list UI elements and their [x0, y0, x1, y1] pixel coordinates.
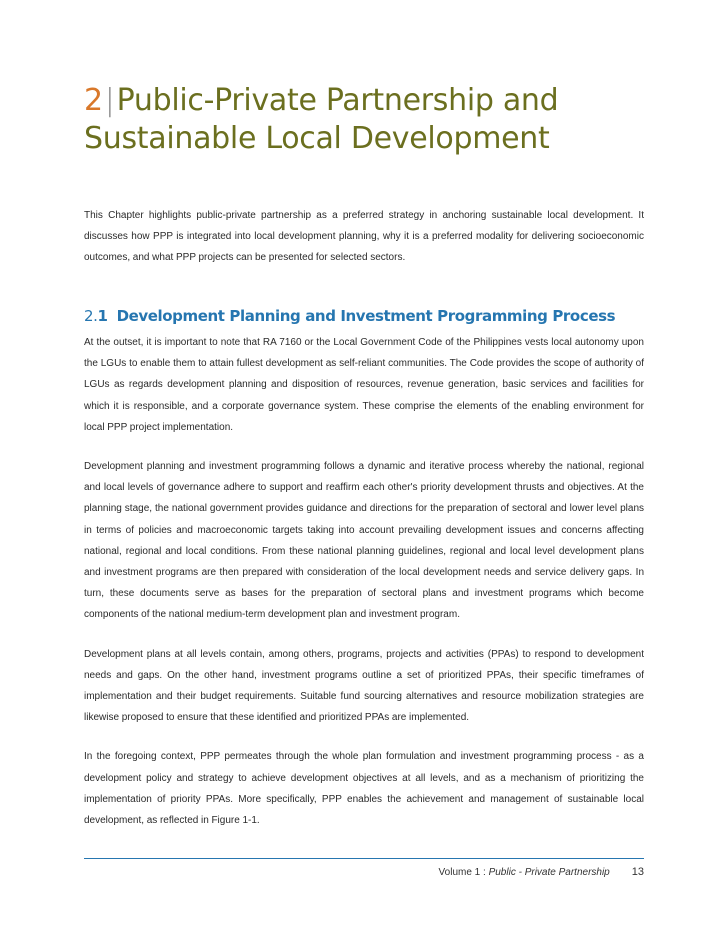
section-heading: [84, 304, 644, 328]
footer-volume-label: Volume 1 :: [438, 867, 489, 878]
chapter-separator: |: [104, 83, 115, 118]
body-paragraph: Development plans at all levels contain, among others, programs, projects and activities (PPAs) to respond to development needs and gaps. On the other hand, investment programs outline a set of prioritized PPAs, their specific timeframes of implementation and their budget requirements. Suitable fund sourcing alternatives and resource mobilization strategies are likewise proposed to ensure that these identified and prioritized PPAs are implemented.: [84, 648, 644, 724]
footer-rule: [84, 858, 644, 859]
section-number: 2.1: [84, 307, 108, 325]
chapter-title-text: Public-Private Partnership and Sustainable Local Development: [84, 83, 559, 156]
body-paragraph: At the outset, it is important to note that RA 7160 or the Local Government Code of the Philippines vests local autonomy upon the LGUs to enable them to attain fullest development as self-reliant communities. The Code provides the scope of authority of LGUs as regards development planning and disposition of resources, revenue generation, basic services and facilities for which it is responsible, and a corporate governance system. These comprise the elements of the enabling environment for local PPP project implementation.: [84, 337, 644, 433]
footer-volume-title: Public - Private Partnership: [488, 867, 610, 878]
body-paragraph: Development planning and investment programming follows a dynamic and iterative process whereby the national, regional and local levels of governance adhere to support and reaffirm each other's priority development thrusts and objectives. At the planning stage, the national government provides guidance and directions for the preparation of sectoral and lower level plans in terms of policies and macroeconomic targets taking into account prevailing development issues and concerns affecting national, regional and local conditions. From these national planning guidelines, regional and local level development plans and investment programs are then prepared with consideration of the local development needs and service delivery gaps. In turn, these documents serve as bases for the preparation of sectoral plans and investment programs which become components of the national medium-term development plan and investment program.: [84, 461, 644, 621]
page-footer: [439, 866, 644, 878]
chapter-intro: [84, 205, 644, 269]
body-paragraph: In the foregoing context, PPP permeates through the whole plan formulation and investment programming process - as a development policy and strategy to achieve development objectives at all levels, and as a mechanism of prioritizing the implementation of priority PPAs. More specifically, PPP enables the achievement and management of sustainable local development, as reflected in Figure 1-1.: [84, 751, 644, 827]
page-number: 13: [631, 866, 644, 878]
intro-paragraph: This Chapter highlights public-private partnership as a preferred strategy in anchoring sustainable local development. It discusses how PPP is integrated into local development planning, why it is a preferred modality for delivering socioeconomic outcomes, and what PPP projects can be presented for selected sectors.: [84, 210, 644, 264]
section-title: Development Planning and Investment Programming Process: [116, 307, 616, 325]
chapter-number: 2: [84, 83, 103, 118]
chapter-title: [84, 82, 664, 158]
section-body: [84, 332, 644, 849]
